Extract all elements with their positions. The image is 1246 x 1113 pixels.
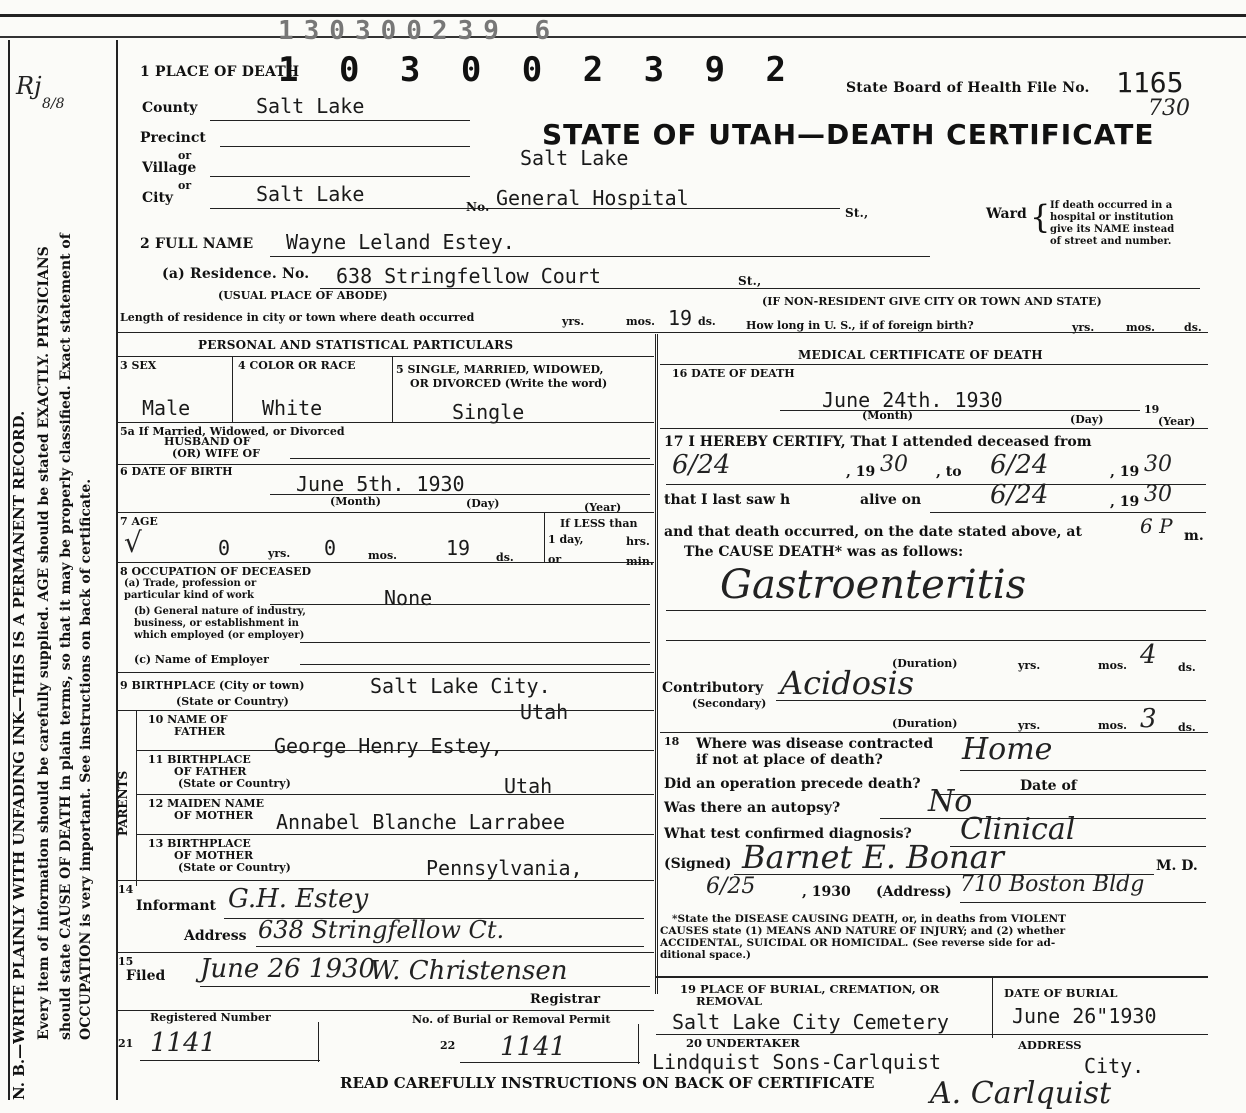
foreign-label: How long in U. S., if of foreign birth? (746, 319, 974, 332)
occupation-value: None (384, 586, 433, 610)
length-ds: ds. (698, 315, 716, 328)
registered-number-label: Registered Number (150, 1011, 271, 1024)
duration-2-label: (Duration) (892, 717, 958, 730)
occupation-line (270, 604, 650, 605)
or-label-1: or (178, 149, 192, 162)
residence-st-label: St., (738, 274, 762, 288)
occupation-a-2: particular kind of work (124, 590, 254, 601)
dob-year: (Year) (584, 501, 622, 514)
city-label: City (142, 190, 174, 206)
age-days: 19 (446, 536, 471, 560)
parents-bottom-rule (118, 880, 654, 881)
margin-annotation-2: 8/8 (42, 96, 65, 112)
hospital-note-1: If death occurred in a (1050, 200, 1173, 211)
informant-address-line (256, 946, 644, 947)
operation-label: Did an operation precede death? (664, 776, 921, 792)
age-label: 7 AGE (120, 515, 158, 528)
sign-date: 6/25 (706, 874, 756, 899)
birthplace-label: 9 BIRTHPLACE (City or town) (120, 679, 305, 692)
marital-value: Single (452, 400, 525, 424)
residence-value: 638 Stringfellow Court (336, 264, 601, 288)
certificate-number: 1 0 3 0 0 2 3 9 2 (278, 50, 796, 90)
dob-value: June 5th. 1930 (296, 472, 465, 496)
sex-divider (232, 356, 233, 422)
violent-note-1: *State the DISEASE CAUSING DEATH, or, in deaths from VIOLENT (672, 913, 1066, 925)
precinct-line (220, 146, 470, 147)
sex-label: 3 SEX (120, 359, 157, 372)
margin-line-2: Every item of information should be carefully supplied. AGE should be stated EXACTLY. PHYSICIANS (36, 246, 52, 1040)
contracted-label-1: Where was disease contracted (696, 736, 934, 752)
registrar-label: Registrar (530, 992, 601, 1007)
date-of-death-label: 16 DATE OF DEATH (672, 367, 795, 380)
attended-line (666, 484, 1206, 485)
q18-number: 18 (664, 735, 680, 748)
row-rule-5 (118, 672, 654, 673)
cause-line-2 (666, 640, 1206, 641)
date-month: (Month) (862, 409, 913, 422)
length-yrs: yrs. (562, 315, 585, 328)
duration-1-ds: ds. (1178, 661, 1196, 674)
father-bp-label-2: OF FATHER (174, 765, 247, 778)
less-than-hrs: hrs. (626, 535, 650, 548)
footer-instructions: READ CAREFULLY INSTRUCTIONS ON BACK OF CERTIFICATE (340, 1074, 875, 1092)
hospital-city: Salt Lake (520, 146, 629, 170)
length-days-value: 19 (668, 306, 693, 330)
informant-address-value: 638 Stringfellow Ct. (258, 916, 505, 944)
physician-signature: Barnet E. Bonar (742, 838, 1004, 876)
row-rule-3 (118, 512, 654, 513)
age-years: 0 (218, 536, 231, 560)
spouse-label-3: (OR) WIFE OF (172, 447, 260, 460)
row-rule-1 (118, 422, 654, 423)
contributory-line (776, 700, 1206, 701)
duration-2-ds: ds. (1178, 721, 1196, 734)
state-file-label: State Board of Health File No. (846, 80, 1090, 96)
occupation-b-3: which employed (or employer) (134, 630, 305, 641)
personal-header-rule (118, 356, 654, 357)
informant-address-label: Address (184, 928, 247, 944)
no-label: No. (466, 200, 490, 214)
burial-place-label-2: REMOVAL (696, 994, 762, 1008)
filed-label: Filed (126, 968, 166, 984)
duration-1-label: (Duration) (892, 657, 958, 670)
nineteen-3: , 19 (1110, 494, 1140, 510)
duration-2-mos: mos. (1098, 719, 1127, 732)
secondary-label: (Secondary) (692, 697, 767, 710)
color-label: 4 COLOR OR RACE (238, 359, 356, 372)
name-section-bottom (118, 332, 1208, 333)
to-label: , to (936, 464, 962, 480)
date-of-death-line (780, 410, 1140, 411)
filed-number: 15 (118, 955, 134, 968)
county-value: Salt Lake (256, 94, 365, 118)
medical-bottom-rule (656, 976, 1208, 978)
duration-1-value: 4 (1140, 640, 1157, 670)
physician-address-label: (Address) (876, 884, 952, 900)
date-year: (Year) (1158, 415, 1196, 428)
filed-line (200, 986, 650, 987)
sex-value: Male (142, 396, 191, 420)
dob-line (270, 494, 650, 495)
date-year-prefix: 19 (1144, 403, 1160, 416)
parents-label: PARENTS (116, 770, 130, 836)
burial-date-label: DATE OF BURIAL (1004, 986, 1118, 1000)
undertaker-label: 20 UNDERTAKER (686, 1036, 800, 1050)
father-bp-label-3: (State or Country) (178, 777, 291, 790)
foreign-mos: mos. (1126, 321, 1155, 334)
certificate-title: STATE OF UTAH—DEATH CERTIFICATE (542, 118, 1155, 151)
burial-permit-value: 1141 (500, 1032, 567, 1062)
cause-line-1 (666, 610, 1206, 611)
village-line (210, 176, 470, 177)
violent-note-4: ditional space.) (660, 949, 752, 961)
duration-1-mos: mos. (1098, 659, 1127, 672)
street-label: St., (845, 206, 869, 220)
date-day: (Day) (1070, 413, 1104, 426)
father-label-1: 10 NAME OF (148, 713, 228, 726)
residence-line (320, 288, 1200, 289)
personal-header: PERSONAL AND STATISTICAL PARTICULARS (198, 338, 514, 352)
burial-bottom-rule (656, 1034, 1208, 1035)
reg-number-box-bottom (140, 1060, 320, 1061)
md-label: M. D. (1156, 858, 1198, 874)
alive-on-label: alive on (860, 492, 922, 508)
contracted-line (960, 770, 1206, 771)
nonresident-label: (IF NON-RESIDENT GIVE CITY OR TOWN AND STATE) (762, 295, 1102, 308)
occupation-b-1: (b) General nature of industry, (134, 606, 306, 617)
age-ds-label: ds. (496, 551, 514, 564)
test-value: Clinical (960, 812, 1076, 847)
registered-number-value: 1141 (150, 1028, 217, 1058)
test-label: What test confirmed diagnosis? (664, 826, 912, 842)
burial-permit-label: No. of Burial or Removal Permit (412, 1013, 611, 1026)
usual-abode-label: (USUAL PLACE OF ABODE) (218, 289, 388, 302)
burial-date-value: June 26"1930 (1012, 1004, 1157, 1028)
duration-1-yrs: yrs. (1018, 659, 1041, 672)
burial-place-label-1: 19 PLACE OF BURIAL, CREMATION, OR (680, 982, 940, 996)
spouse-line (290, 458, 650, 459)
place-of-death-label: 1 PLACE OF DEATH (140, 64, 300, 80)
state-file-number: 1165 (1116, 66, 1184, 99)
hospital-note-3: give its NAME instead (1050, 224, 1175, 235)
mother-bp-label-1: 13 BIRTHPLACE (148, 837, 251, 850)
age-mos-label: mos. (368, 549, 397, 562)
registrar-signature: W. Christensen (370, 956, 568, 986)
undertaker-address-label: ADDRESS (1018, 1038, 1082, 1052)
precinct-label: Precinct (140, 130, 206, 146)
operation-line (940, 794, 1206, 795)
left-frame-line (116, 40, 118, 1100)
or-label-2: or (178, 179, 192, 192)
informant-label: Informant (136, 898, 216, 914)
duration-2-yrs: yrs. (1018, 719, 1041, 732)
date-bottom-rule (660, 428, 1208, 429)
occupation-label: 8 OCCUPATION OF DECEASED (120, 565, 312, 578)
reg-number-box-right (318, 1022, 319, 1062)
color-value: White (262, 396, 323, 420)
autopsy-value: No (928, 784, 973, 819)
informant-number: 14 (118, 883, 134, 896)
birthplace-value: Salt Lake City. (370, 674, 551, 698)
occupation-b-2: business, or establishment in (134, 618, 299, 629)
occupation-a-1: (a) Trade, profession or (124, 578, 257, 589)
burial-date-divider (992, 978, 993, 1038)
father-value: George Henry Estey, (274, 734, 503, 758)
filed-value: June 26 1930 (200, 954, 376, 984)
parents-divider (136, 710, 137, 886)
to-year: 30 (1144, 452, 1172, 477)
burial-place-value: Salt Lake City Cemetery (672, 1010, 949, 1034)
hospital-note-2: hospital or institution (1050, 212, 1174, 223)
attended-from: 6/24 (672, 450, 731, 480)
from-year: 30 (880, 452, 908, 477)
permit-box-bottom (460, 1062, 640, 1063)
less-than-label-1: If LESS than (560, 517, 638, 530)
full-name-label: 2 FULL NAME (140, 236, 254, 252)
father-bp-label-1: 11 BIRTHPLACE (148, 753, 251, 766)
contributory-bottom-rule (660, 732, 1208, 733)
birthplace-state: Utah (520, 700, 569, 724)
nineteen-2: , 19 (1110, 464, 1140, 480)
registered-number-prefix: 21 (118, 1037, 134, 1050)
faint-top-number: 130300239 6 (278, 16, 561, 46)
occurred-label: and that death occurred, on the date stated above, at (664, 524, 1082, 540)
residence-label: (a) Residence. No. (162, 266, 310, 282)
margin-line-1: N. B.—WRITE PLAINLY WITH UNFADING INK—THIS IS A PERMANENT RECORD. (10, 410, 28, 1100)
ward-brace: { (1030, 198, 1051, 236)
age-yrs-label: yrs. (268, 547, 291, 560)
length-mos: mos. (626, 315, 655, 328)
top-border-inner (0, 36, 1246, 38)
alive-on-value: 6/24 (990, 480, 1049, 510)
physician-address-value: 710 Boston Bldg (960, 872, 1145, 897)
autopsy-label: Was there an autopsy? (664, 800, 841, 816)
undertaker-address-value: City. (1084, 1054, 1145, 1078)
father-bp-value: Utah (504, 774, 553, 798)
alive-line (930, 512, 1206, 513)
marital-label-2: OR DIVORCED (Write the word) (410, 377, 608, 390)
medical-header-rule (660, 364, 1208, 365)
mother-label-2: OF MOTHER (174, 809, 254, 822)
age-months: 0 (324, 536, 337, 560)
dob-day: (Day) (466, 497, 500, 510)
burial-permit-prefix: 22 (440, 1039, 456, 1052)
top-border (0, 14, 1246, 17)
ward-label: Ward (986, 206, 1027, 222)
margin-annotation: Rj (16, 72, 42, 100)
permit-box-right (638, 1024, 639, 1064)
less-than-divider (544, 512, 545, 562)
certify-label: 17 I HEREBY CERTIFY, That I attended deceased from (664, 434, 1092, 450)
last-saw-label: that I last saw h (664, 492, 791, 508)
hospital-note-4: of street and number. (1050, 236, 1172, 247)
father-label-2: FATHER (174, 725, 226, 738)
contributory-label: Contributory (662, 680, 764, 696)
less-than-or: or (548, 553, 562, 566)
village-label: Village (142, 160, 197, 176)
color-divider (392, 356, 393, 422)
city-value: Salt Lake (256, 182, 365, 206)
dob-label: 6 DATE OF BIRTH (120, 465, 233, 478)
spouse-label-2: HUSBAND OF (164, 435, 251, 448)
father-rule (136, 750, 654, 751)
mother-bp-value: Pennsylvania, (426, 856, 583, 880)
father-bp-rule (136, 794, 654, 795)
signed-label: (Signed) (664, 856, 732, 872)
column-divider (655, 334, 658, 994)
row-rule-4 (118, 562, 654, 563)
contracted-label-2: if not at place of death? (696, 752, 883, 768)
full-name-value: Wayne Leland Estey. (286, 230, 515, 254)
duration-2-value: 3 (1140, 704, 1157, 734)
state-file-extra: 730 (1148, 96, 1190, 121)
employer-line (300, 664, 650, 665)
informant-bottom-rule (118, 952, 654, 953)
undertaker-value: Lindquist Sons-Carlquist (652, 1050, 941, 1074)
cause-value: Gastroenteritis (720, 562, 1027, 608)
margin-line-3: should state CAUSE OF DEATH in plain terms, so that it may be properly classified. Exact statement of (58, 233, 74, 1040)
less-than-min: min. (626, 555, 654, 568)
informant-value: G.H. Estey (228, 884, 369, 914)
occurred-m: m. (1184, 528, 1204, 544)
foreign-ds: ds. (1184, 321, 1202, 334)
attended-to: 6/24 (990, 450, 1049, 480)
date-of-death-value: June 24th. 1930 (822, 388, 1003, 412)
city-line (210, 208, 840, 209)
occurred-value: 6 P (1140, 514, 1173, 538)
length-label: Length of residence in city or town where death occurred (120, 311, 475, 324)
occupation-b-line (300, 642, 650, 643)
birthplace-state-label: (State or Country) (176, 695, 289, 708)
nineteen-1: , 19 (846, 464, 876, 480)
county-label: County (142, 100, 198, 116)
mother-value: Annabel Blanche Larrabee (276, 810, 565, 834)
sign-year: , 1930 (802, 884, 851, 900)
mother-rule (136, 834, 654, 835)
mother-label-1: 12 MAIDEN NAME (148, 797, 264, 810)
county-line (210, 120, 470, 121)
medical-header: MEDICAL CERTIFICATE OF DEATH (798, 348, 1043, 362)
violent-note-3: ACCIDENTAL, SUICIDAL OR HOMICIDAL. (See reverse side for ad- (660, 937, 1056, 949)
age-check-mark: √ (124, 526, 142, 559)
full-name-line (270, 256, 930, 257)
hospital-value: General Hospital (496, 186, 689, 210)
foreign-yrs: yrs. (1072, 321, 1095, 334)
mother-bp-label-2: OF MOTHER (174, 849, 254, 862)
mother-bp-label-3: (State or Country) (178, 861, 291, 874)
spouse-label-1: 5a If Married, Widowed, or Divorced (120, 425, 345, 438)
physician-address-line (960, 902, 1206, 903)
violent-note-2: CAUSES state (1) MEANS AND NATURE OF INJURY; and (2) whether (660, 925, 1066, 937)
cause-label: The CAUSE DEATH* was as follows: (684, 544, 964, 560)
row-rule-6 (118, 710, 654, 711)
occupation-c: (c) Name of Employer (134, 653, 269, 666)
dob-month: (Month) (330, 495, 381, 508)
less-than-label-2: 1 day, (548, 533, 584, 546)
marital-label-1: 5 SINGLE, MARRIED, WIDOWED, (396, 363, 604, 376)
undertaker-signature: A. Carlquist (930, 1076, 1112, 1111)
margin-line-4: OCCUPATION is very important. See instructions on back of certificate. (78, 478, 94, 1040)
alive-year: 30 (1144, 482, 1172, 507)
date-of-label: Date of (1020, 778, 1077, 794)
contributory-value: Acidosis (780, 664, 915, 702)
contracted-value: Home (962, 732, 1053, 767)
